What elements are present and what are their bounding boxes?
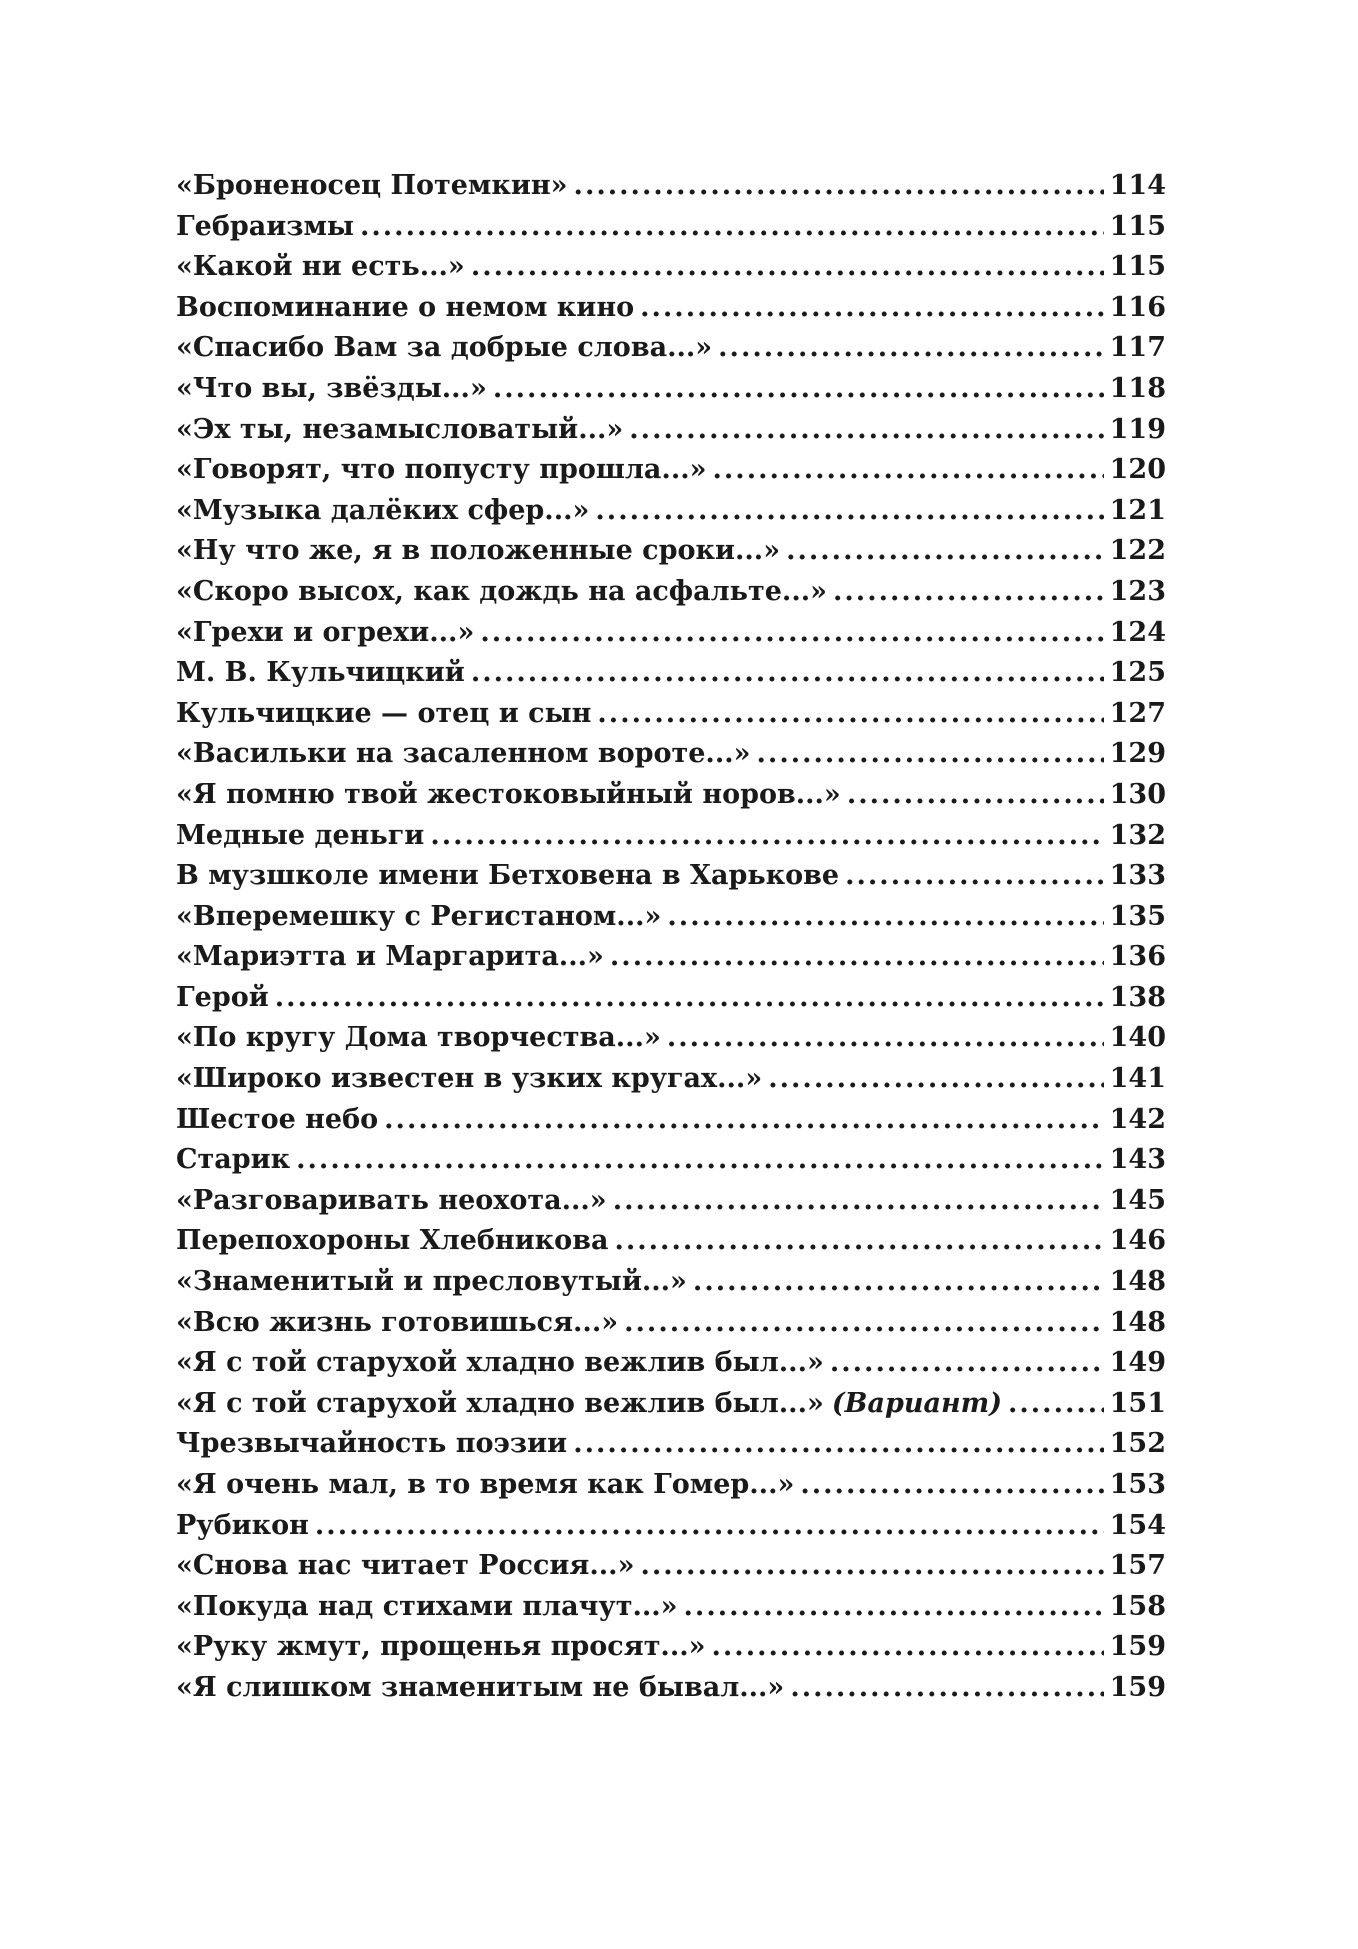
entry-title-text: Перепохороны Хлебникова [176, 1225, 609, 1257]
entry-title-text: Шестое небо [176, 1103, 379, 1135]
toc-entry [176, 816, 1166, 857]
dot-leader [757, 734, 1104, 775]
page-number: 148 [1109, 1266, 1166, 1298]
toc-entry [176, 1262, 1166, 1303]
page-number: 140 [1109, 1022, 1166, 1054]
toc-entry [176, 410, 1166, 451]
dot-leader [624, 1303, 1104, 1344]
entry-title [176, 450, 707, 491]
entry-title-text: «Снова нас читает Россия...» [176, 1550, 635, 1582]
page-number: 146 [1109, 1225, 1166, 1257]
toc-entry [176, 1627, 1166, 1668]
page-number: 115 [1109, 251, 1166, 283]
dot-leader [800, 1465, 1103, 1506]
entry-title-text: «Разговаривать неохота...» [176, 1184, 607, 1216]
page-number: 158 [1109, 1590, 1166, 1622]
dot-leader [296, 1140, 1104, 1181]
dot-leader [275, 978, 1104, 1019]
entry-title-text: «Говорят, что попусту прошла...» [176, 454, 707, 486]
page-number: 157 [1109, 1550, 1166, 1582]
entry-title [176, 1546, 634, 1587]
toc-entry [176, 1221, 1166, 1262]
entry-title [176, 816, 424, 857]
dot-leader [667, 1018, 1104, 1059]
dot-leader [480, 613, 1103, 654]
entry-title-text: «Броненосец Потемкин» [176, 170, 568, 201]
dot-leader [613, 1181, 1104, 1222]
entry-title [176, 328, 712, 369]
toc-entry [176, 1059, 1166, 1100]
entry-title-text: «Спасибо Вам за добрые слова...» [176, 332, 713, 364]
dot-leader [830, 1343, 1104, 1384]
page-number: 117 [1109, 332, 1166, 364]
toc-entry [176, 328, 1166, 369]
page-number: 133 [1109, 860, 1166, 892]
page-number: 159 [1109, 1631, 1166, 1663]
entry-title [176, 1303, 618, 1344]
entry-title [176, 1221, 608, 1262]
toc-entry [176, 491, 1166, 532]
toc-entry [176, 734, 1166, 775]
entry-title [176, 1262, 687, 1303]
page-number: 142 [1109, 1103, 1166, 1135]
entry-title [176, 1343, 824, 1384]
dot-leader [768, 1059, 1103, 1100]
toc-entry [176, 1668, 1166, 1709]
entry-title-text: «По кругу Дома творчества...» [176, 1022, 661, 1054]
toc-entry [176, 1546, 1166, 1587]
toc-entry [176, 1100, 1166, 1141]
toc-entry [176, 288, 1166, 329]
page-number: 129 [1109, 738, 1166, 770]
dot-leader [713, 450, 1104, 491]
entry-title [176, 1587, 678, 1628]
table-of-contents [176, 166, 1166, 1709]
page-number: 118 [1109, 372, 1166, 404]
entry-title [176, 531, 780, 572]
page-number: 124 [1109, 616, 1166, 648]
entry-title [176, 1668, 784, 1709]
dot-leader [384, 1100, 1103, 1141]
page-number: 148 [1109, 1306, 1166, 1338]
entry-title-text: Воспоминание о немом кино [176, 291, 635, 323]
entry-title [176, 1465, 794, 1506]
page-number: 136 [1109, 941, 1166, 973]
entry-title [176, 897, 661, 938]
entry-title [176, 1181, 607, 1222]
toc-entry [176, 978, 1166, 1019]
toc-entry [176, 1343, 1166, 1384]
entry-title [176, 410, 623, 451]
dot-leader [360, 207, 1104, 248]
toc-entry [176, 1506, 1166, 1547]
entry-title [176, 856, 839, 897]
entry-title [176, 694, 591, 735]
page-number: 141 [1109, 1063, 1166, 1095]
toc-entry [176, 1465, 1166, 1506]
entry-title [176, 166, 568, 207]
toc-entry [176, 897, 1166, 938]
toc-entry [176, 937, 1166, 978]
dot-leader [693, 1262, 1104, 1303]
page-number: 125 [1109, 657, 1166, 689]
page-number: 159 [1109, 1671, 1166, 1703]
page-number: 143 [1109, 1144, 1166, 1176]
entry-title-text: Чрезвычайность поэзии [176, 1428, 568, 1460]
page-number: 123 [1109, 575, 1166, 607]
entry-title [176, 1100, 378, 1141]
entry-title [176, 1384, 1002, 1425]
entry-title [176, 734, 751, 775]
entry-title [176, 775, 841, 816]
entry-title-text: «Я слишком знаменитым не бывал...» [176, 1671, 785, 1703]
dot-leader [1008, 1384, 1104, 1425]
entry-title [176, 369, 487, 410]
page-number: 122 [1109, 535, 1166, 567]
dot-leader [667, 897, 1103, 938]
entry-title-text: «Я с той старухой хладно вежлив был...» [176, 1347, 824, 1379]
dot-leader [597, 694, 1103, 735]
page-number: 154 [1109, 1509, 1166, 1541]
page-number: 116 [1109, 291, 1166, 323]
entry-title-text: Кульчицкие — отец и сын [176, 697, 592, 729]
page-number: 145 [1109, 1184, 1166, 1216]
toc-entry [176, 613, 1166, 654]
entry-title [176, 1140, 290, 1181]
entry-title [176, 572, 827, 613]
entry-note: (Вариант) [831, 1387, 1002, 1419]
toc-entry [176, 1587, 1166, 1628]
entry-title-text: «Эх ты, незамысловатый...» [176, 413, 624, 445]
toc-entry [176, 166, 1166, 207]
dot-leader [684, 1587, 1104, 1628]
page-number: 149 [1109, 1347, 1166, 1379]
entry-title-text: «Я помню твой жестоковыйный норов...» [176, 778, 841, 810]
dot-leader [493, 369, 1104, 410]
entry-title-text: «Я с той старухой хладно вежлив был...» [176, 1387, 824, 1419]
entry-title-text: «Что вы, звёзды...» [176, 372, 487, 404]
entry-title-text: Медные деньги [176, 819, 425, 851]
entry-title [176, 1018, 661, 1059]
dot-leader [640, 288, 1104, 329]
page-number: 153 [1109, 1469, 1166, 1500]
entry-title-text: Старик [176, 1144, 291, 1176]
toc-entry [176, 1140, 1166, 1181]
dot-leader [629, 410, 1103, 451]
entry-title-text: «Я очень мал, в то время как Гомер...» [176, 1469, 795, 1500]
page-number: 152 [1109, 1428, 1166, 1460]
entry-title [176, 653, 465, 694]
entry-title [176, 937, 604, 978]
entry-title [176, 247, 465, 288]
page-number: 119 [1109, 413, 1166, 445]
entry-title-text: Гебраизмы [176, 210, 354, 242]
entry-title-text: «Скоро высох, как дождь на асфальте...» [176, 575, 827, 607]
dot-leader [471, 653, 1104, 694]
entry-title-text: «Широко известен в узких кругах...» [176, 1063, 763, 1095]
toc-entry [176, 694, 1166, 735]
page-number: 132 [1109, 819, 1166, 851]
entry-title-text: «Руку жмут, прощенья просят...» [176, 1631, 706, 1663]
toc-entry [176, 1181, 1166, 1222]
page-number: 127 [1109, 697, 1166, 729]
toc-entry [176, 369, 1166, 410]
dot-leader [847, 775, 1104, 816]
page-number: 115 [1109, 210, 1166, 242]
toc-entry [176, 1018, 1166, 1059]
toc-entry [176, 1384, 1166, 1425]
entry-title-text: «Мариэтта и Маргарита...» [176, 941, 604, 973]
dot-leader [790, 1668, 1103, 1709]
dot-leader [614, 1221, 1103, 1262]
entry-title [176, 1506, 309, 1547]
toc-entry [176, 775, 1166, 816]
dot-leader [712, 1627, 1104, 1668]
dot-leader [315, 1506, 1104, 1547]
toc-entry [176, 531, 1166, 572]
toc-entry [176, 1303, 1166, 1344]
entry-title-text: «Вперемешку с Регистаном...» [176, 900, 662, 932]
page-number: 138 [1109, 981, 1166, 1013]
dot-leader [595, 491, 1103, 532]
page-number: 151 [1109, 1387, 1166, 1419]
toc-entry [176, 572, 1166, 613]
dot-leader [471, 247, 1104, 288]
entry-title [176, 491, 589, 532]
dot-leader [845, 856, 1104, 897]
toc-entry [176, 450, 1166, 491]
dot-leader [573, 1424, 1103, 1465]
entry-title-text: Герой [176, 981, 269, 1013]
page-number: 120 [1109, 454, 1166, 486]
toc-entry [176, 856, 1166, 897]
toc-entry [176, 653, 1166, 694]
toc-entry [176, 207, 1166, 248]
dot-leader [833, 572, 1104, 613]
page-number: 114 [1109, 170, 1166, 201]
dot-leader [430, 816, 1103, 857]
entry-title-text: «Знаменитый и пресловутый...» [176, 1266, 687, 1298]
entry-title-text: «Какой ни есть...» [176, 251, 465, 283]
toc-entry [176, 247, 1166, 288]
entry-title [176, 978, 269, 1019]
entry-title [176, 1424, 567, 1465]
entry-title-text: «Всю жизнь готовишься...» [176, 1306, 619, 1338]
dot-leader [574, 166, 1104, 207]
entry-title [176, 207, 354, 248]
entry-title-text: М. В. Кульчицкий [176, 657, 465, 689]
page-number: 121 [1109, 494, 1166, 526]
entry-title [176, 1627, 706, 1668]
entry-title-text: «Ну что же, я в положенные сроки...» [176, 535, 781, 567]
page-number: 135 [1109, 900, 1166, 932]
entry-title-text: «Грехи и огрехи...» [176, 616, 475, 648]
entry-title-text: «Музыка далёких сфер...» [176, 494, 590, 526]
entry-title-text: «Покуда над стихами плачут...» [176, 1590, 678, 1622]
dot-leader [610, 937, 1104, 978]
dot-leader [640, 1546, 1103, 1587]
entry-title-text: «Васильки на засаленном вороте...» [176, 738, 751, 770]
toc-entry [176, 1424, 1166, 1465]
dot-leader [786, 531, 1104, 572]
dot-leader [718, 328, 1103, 369]
entry-title [176, 1059, 762, 1100]
entry-title-text: Рубикон [176, 1509, 309, 1541]
entry-title [176, 288, 634, 329]
entry-title-text: В музшколе имени Бетховена в Харькове [176, 860, 840, 892]
page-number: 130 [1109, 778, 1166, 810]
entry-title [176, 613, 474, 654]
